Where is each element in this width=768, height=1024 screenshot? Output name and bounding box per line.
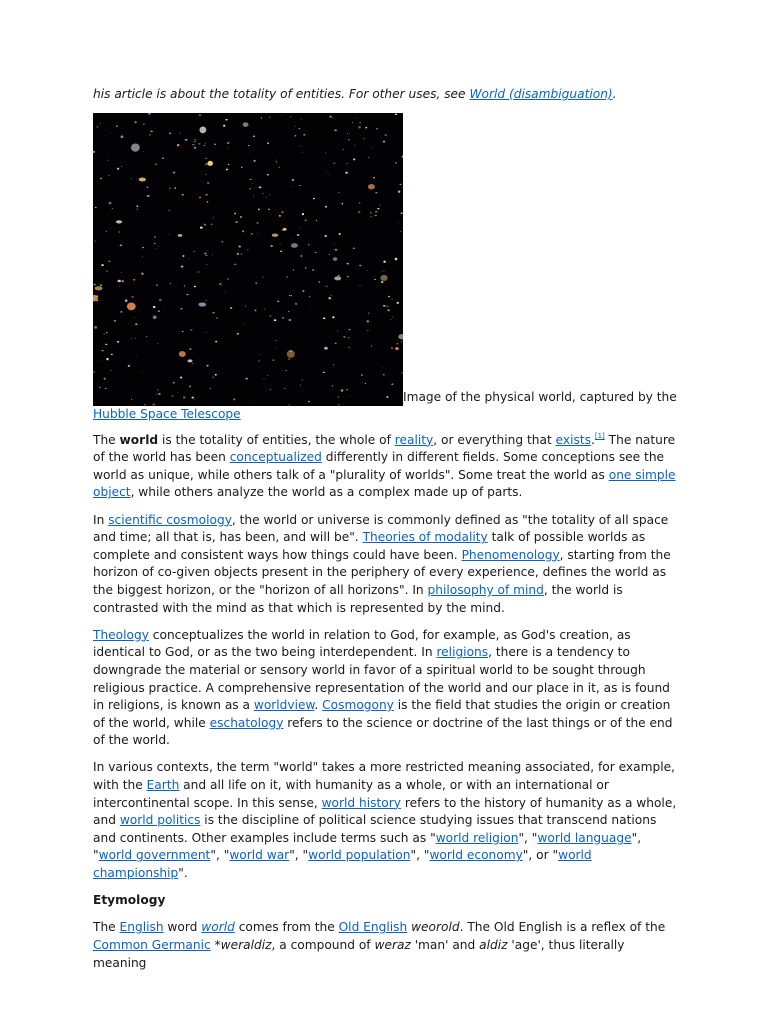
section-heading-etymology: Etymology (93, 893, 166, 908)
link-world-population[interactable]: world population (308, 848, 411, 863)
link-cosmogony[interactable]: Cosmogony (322, 698, 394, 713)
link-world-championship[interactable]: world championship (93, 848, 592, 881)
link-philosophy-of-mind[interactable]: philosophy of mind (427, 582, 544, 597)
link-world-language[interactable]: world language (537, 830, 632, 845)
paragraph-contexts: In various contexts, the term "world" takes a more restricted meaning associated, for example, with the Earth and all life on it, with humanity as a whole, or with an international or intercontinental scope. In this sense, world history refers to the history of humanity as a whole, and world politics is the discipline of political science studying issues that transcend nations and continents. Other examples include terms such as "world religion", "world language", "world government", "world war", "world population", "world economy", or "world championship". (93, 760, 677, 881)
link-common-germanic[interactable]: Common Germanic (93, 938, 211, 952)
link-exists[interactable]: exists (555, 432, 591, 447)
link-world-history[interactable]: world history (321, 795, 401, 810)
link-hubble-space-telescope[interactable]: Hubble Space Telescope (93, 406, 241, 421)
link-world-politics[interactable]: world politics (119, 813, 201, 828)
link-old-english[interactable]: Old English (338, 920, 408, 935)
link-conceptualized[interactable]: conceptualized (229, 450, 322, 465)
hatnote-text: his article is about the totality of entities. For other uses, see (93, 87, 470, 101)
figure (93, 113, 678, 423)
hatnote: his article is about the totality of entities. For other uses, see World (disambiguation). (93, 87, 617, 101)
link-one-simple-object[interactable]: one simple object (93, 467, 676, 500)
link-world-disambiguation[interactable]: World (disambiguation) (469, 87, 613, 101)
link-reality[interactable]: reality (394, 432, 434, 447)
link-phenomenology[interactable]: Phenomenology (461, 547, 560, 562)
paragraph-intro: The world is the totality of entities, the whole of reality, or everything that exists.[1] The nature of the world has been conceptualized differently in different fields. Some conceptions see the world as unique, while others talk of a "plurality of worlds". Some treat the world as one simple object, while others analyze the world as a complex made up of parts. (93, 431, 676, 500)
bold-term-world: world (119, 432, 159, 447)
term-weraz: weraz (374, 938, 411, 952)
figure-caption: Image of the physical world, captured by the (403, 389, 677, 404)
term-weorold: weorold (411, 920, 460, 935)
paragraph-etymology: The English word world comes from the Old English weorold. The Old English is a reflex of the Common Germanic *weraldiz, a compound of weraz 'man' and aldiz 'age', thus literally meaning (93, 920, 666, 970)
article-body (93, 86, 678, 982)
term-weraldiz: *weraldiz (214, 938, 272, 952)
link-world-religion[interactable]: world religion (435, 830, 519, 845)
link-earth[interactable]: Earth (146, 778, 180, 793)
link-religions[interactable]: religions (436, 645, 489, 660)
reference-1[interactable]: [1] (594, 431, 605, 440)
link-worldview[interactable]: worldview (253, 698, 315, 713)
paragraph-cosmology: In scientific cosmology, the world or universe is commonly defined as "the totality of all space and time; all that is, has been, and will be". Theories of modality talk of possible worlds as complete and consistent ways how things could have been. Phenomenology, starting from the horizon of co-given objects present in the periphery of every experience, defines the world as the biggest horizon, or the "horizon of all horizons". In philosophy of mind, the world is contrasted with the mind as that which is represented by the mind. (93, 512, 671, 615)
link-theology[interactable]: Theology (93, 627, 149, 642)
link-theories-of-modality[interactable]: Theories of modality (362, 530, 488, 545)
link-english[interactable]: English (119, 920, 164, 935)
link-world-war[interactable]: world war (229, 848, 290, 863)
link-world-italic[interactable]: world (201, 920, 235, 935)
term-aldiz: aldiz (479, 938, 508, 952)
link-scientific-cosmology[interactable]: scientific cosmology (108, 512, 232, 527)
link-world-economy[interactable]: world economy (429, 848, 523, 863)
hubble-deep-field-image (93, 113, 403, 406)
galaxy-field-graphic (93, 113, 403, 406)
link-world-government[interactable]: world government (98, 848, 211, 863)
link-eschatology[interactable]: eschatology (209, 715, 284, 730)
paragraph-theology: Theology conceptualizes the world in relation to God, for example, as God's creation, as identical to God, or as the two being interdependent. In religions, there is a tendency to downgrade the material or sensory world in favor of a spiritual world to be sought through religious practice. A comprehensive representation of the world and our place in it, as is found in religions, is known as a worldview. Cosmogony is the field that studies the origin or creation of the world, while eschatology refers to the science or doctrine of the last things or of the end of the world. (93, 627, 673, 748)
